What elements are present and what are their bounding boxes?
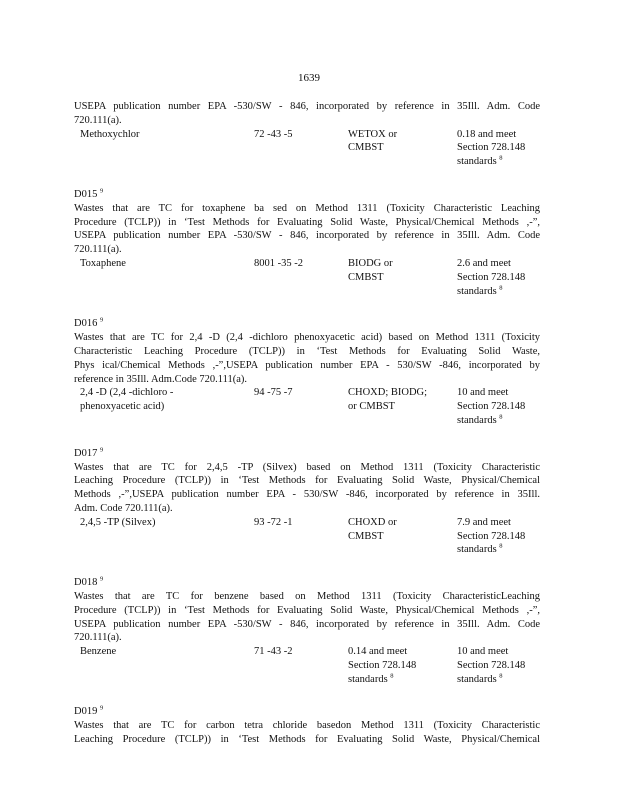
technology-code: BIODG or CMBST bbox=[348, 257, 393, 283]
text-line: USEPA publication number EPA -530/SW - 846, incorporated by reference in 35Ill. Adm. Code bbox=[74, 618, 540, 630]
text-line: Leaching Procedure (TCLP)) in ‘Test Methods for Evaluating Solid Waste, Physical/Chemical bbox=[74, 475, 540, 487]
text-line: reference in 35Ill. Adm.Code 720.111(a). bbox=[74, 373, 247, 385]
standard: 0.18 and meet Section 728.148 standards $^8$ bbox=[457, 128, 526, 168]
waste-entry bbox=[74, 188, 540, 298]
text-line: Phys ical/Chemical Methods ,-”,USEPA publication number EPA - 530/SW -846, incorporated by bbox=[74, 359, 540, 371]
constituent-name: 2,4 -D (2,4 -dichloro - phenoxyacetic acid) bbox=[80, 387, 174, 413]
technology-code: CHOXD; BIODG; or CMBST bbox=[348, 387, 428, 413]
waste-entry bbox=[74, 317, 540, 427]
text-line: 720.111(a). bbox=[74, 114, 122, 126]
text-line: Wastes that are TC for 2,4,5 -TP (Silvex) based on Method 1311 (Toxicity Characteristic bbox=[74, 461, 540, 473]
waste-code: D019 $^9$ bbox=[74, 704, 104, 718]
waste-entry bbox=[74, 576, 540, 686]
page-content bbox=[74, 100, 540, 747]
standard: 10 and meet Section 728.148 standards $^8$ bbox=[457, 646, 526, 685]
text-line: Wastes that are TC for carbon tetra chloride basedon Method 1311 (Toxicity Characteristic bbox=[74, 720, 540, 732]
footnote-ref: 8 bbox=[499, 154, 503, 162]
footnote-ref: 8 bbox=[390, 672, 394, 680]
waste-code: D017 $^9$ bbox=[74, 446, 104, 459]
cas-number: 72 -43 -5 bbox=[254, 128, 293, 140]
standard: 2.6 and meet Section 728.148 standards $^8$ bbox=[457, 257, 526, 297]
technology-code: 0.14 and meet Section 728.148 standards $^8$ bbox=[348, 646, 417, 685]
standard: 10 and meet Section 728.148 standards $^8$ bbox=[457, 387, 526, 426]
standard: 7.9 and meet Section 728.148 standards $^8$ bbox=[457, 516, 526, 556]
text-line: Adm. Code 720.111(a). bbox=[74, 502, 173, 514]
constituent-name: Benzene bbox=[80, 646, 117, 658]
cas-number: 8001 -35 -2 bbox=[254, 257, 303, 269]
waste-entry bbox=[74, 447, 540, 557]
table-row bbox=[74, 645, 540, 686]
constituent-name: Methoxychlor bbox=[80, 128, 140, 140]
text-line: 720.111(a). bbox=[74, 244, 122, 256]
page-number: 1639 bbox=[298, 72, 320, 84]
waste-entry bbox=[74, 705, 540, 746]
text-line: Leaching Procedure (TCLP)) in ‘Test Methods for Evaluating Solid Waste, Physical/Chemical bbox=[74, 734, 540, 746]
table-row bbox=[74, 257, 540, 298]
text-line: Characteristic Leaching Procedure (TCLP)) in ‘Test Methods for Evaluating Solid Waste, bbox=[74, 345, 540, 357]
table-row bbox=[74, 516, 540, 557]
waste-code: D018 $^9$ bbox=[74, 575, 104, 589]
footnote-ref: 8 bbox=[499, 413, 503, 421]
technology-code: WETOX or CMBST bbox=[348, 128, 398, 154]
footnote-ref: 8 bbox=[499, 542, 503, 550]
constituent-name: 2,4,5 -TP (Silvex) bbox=[80, 516, 156, 528]
text-line: USEPA publication number EPA -530/SW - 846, incorporated by reference in 35Ill. Adm. Code bbox=[74, 101, 540, 112]
footnote-ref: 8 bbox=[499, 672, 503, 680]
text-line: 720.111(a). bbox=[74, 632, 122, 644]
cas-number: 93 -72 -1 bbox=[254, 516, 293, 528]
text-line: USEPA publication number EPA -530/SW - 846, incorporated by reference in 35Ill. Adm. Code bbox=[74, 230, 540, 242]
table-row bbox=[74, 386, 540, 427]
text-line: Wastes that are TC for benzene based on Method 1311 (Toxicity CharacteristicLeaching bbox=[74, 590, 540, 602]
text-line: Methods ,-”,USEPA publication number EPA - 530/SW -846, incorporated by reference in 35Ill. bbox=[74, 489, 540, 501]
text-line: Wastes that are TC for 2,4 -D (2,4 -dichloro phenoxyacetic acid) based on Method 1311 (Toxicity bbox=[74, 332, 540, 344]
intro-block bbox=[74, 100, 540, 169]
cas-number: 71 -43 -2 bbox=[254, 646, 293, 658]
text-line: Wastes that are TC for toxaphene ba sed on Method 1311 (Toxicity Characteristic Leaching bbox=[74, 202, 540, 214]
text-line: Procedure (TCLP)) in ‘Test Methods for Evaluating Solid Waste, Physical/Chemical Methods ,-”, bbox=[74, 604, 540, 616]
cas-number: 94 -75 -7 bbox=[254, 387, 293, 399]
table-row bbox=[74, 128, 540, 169]
waste-code: D016 $^9$ bbox=[74, 316, 104, 330]
technology-code: CHOXD or CMBST bbox=[348, 516, 397, 542]
constituent-name: Toxaphene bbox=[80, 257, 126, 269]
footnote-ref: 8 bbox=[499, 284, 503, 292]
waste-code: D015 $^9$ bbox=[74, 187, 104, 200]
text-line: Procedure (TCLP)) in ‘Test Methods for Evaluating Solid Waste, Physical/Chemical Methods ,-”, bbox=[74, 216, 540, 228]
